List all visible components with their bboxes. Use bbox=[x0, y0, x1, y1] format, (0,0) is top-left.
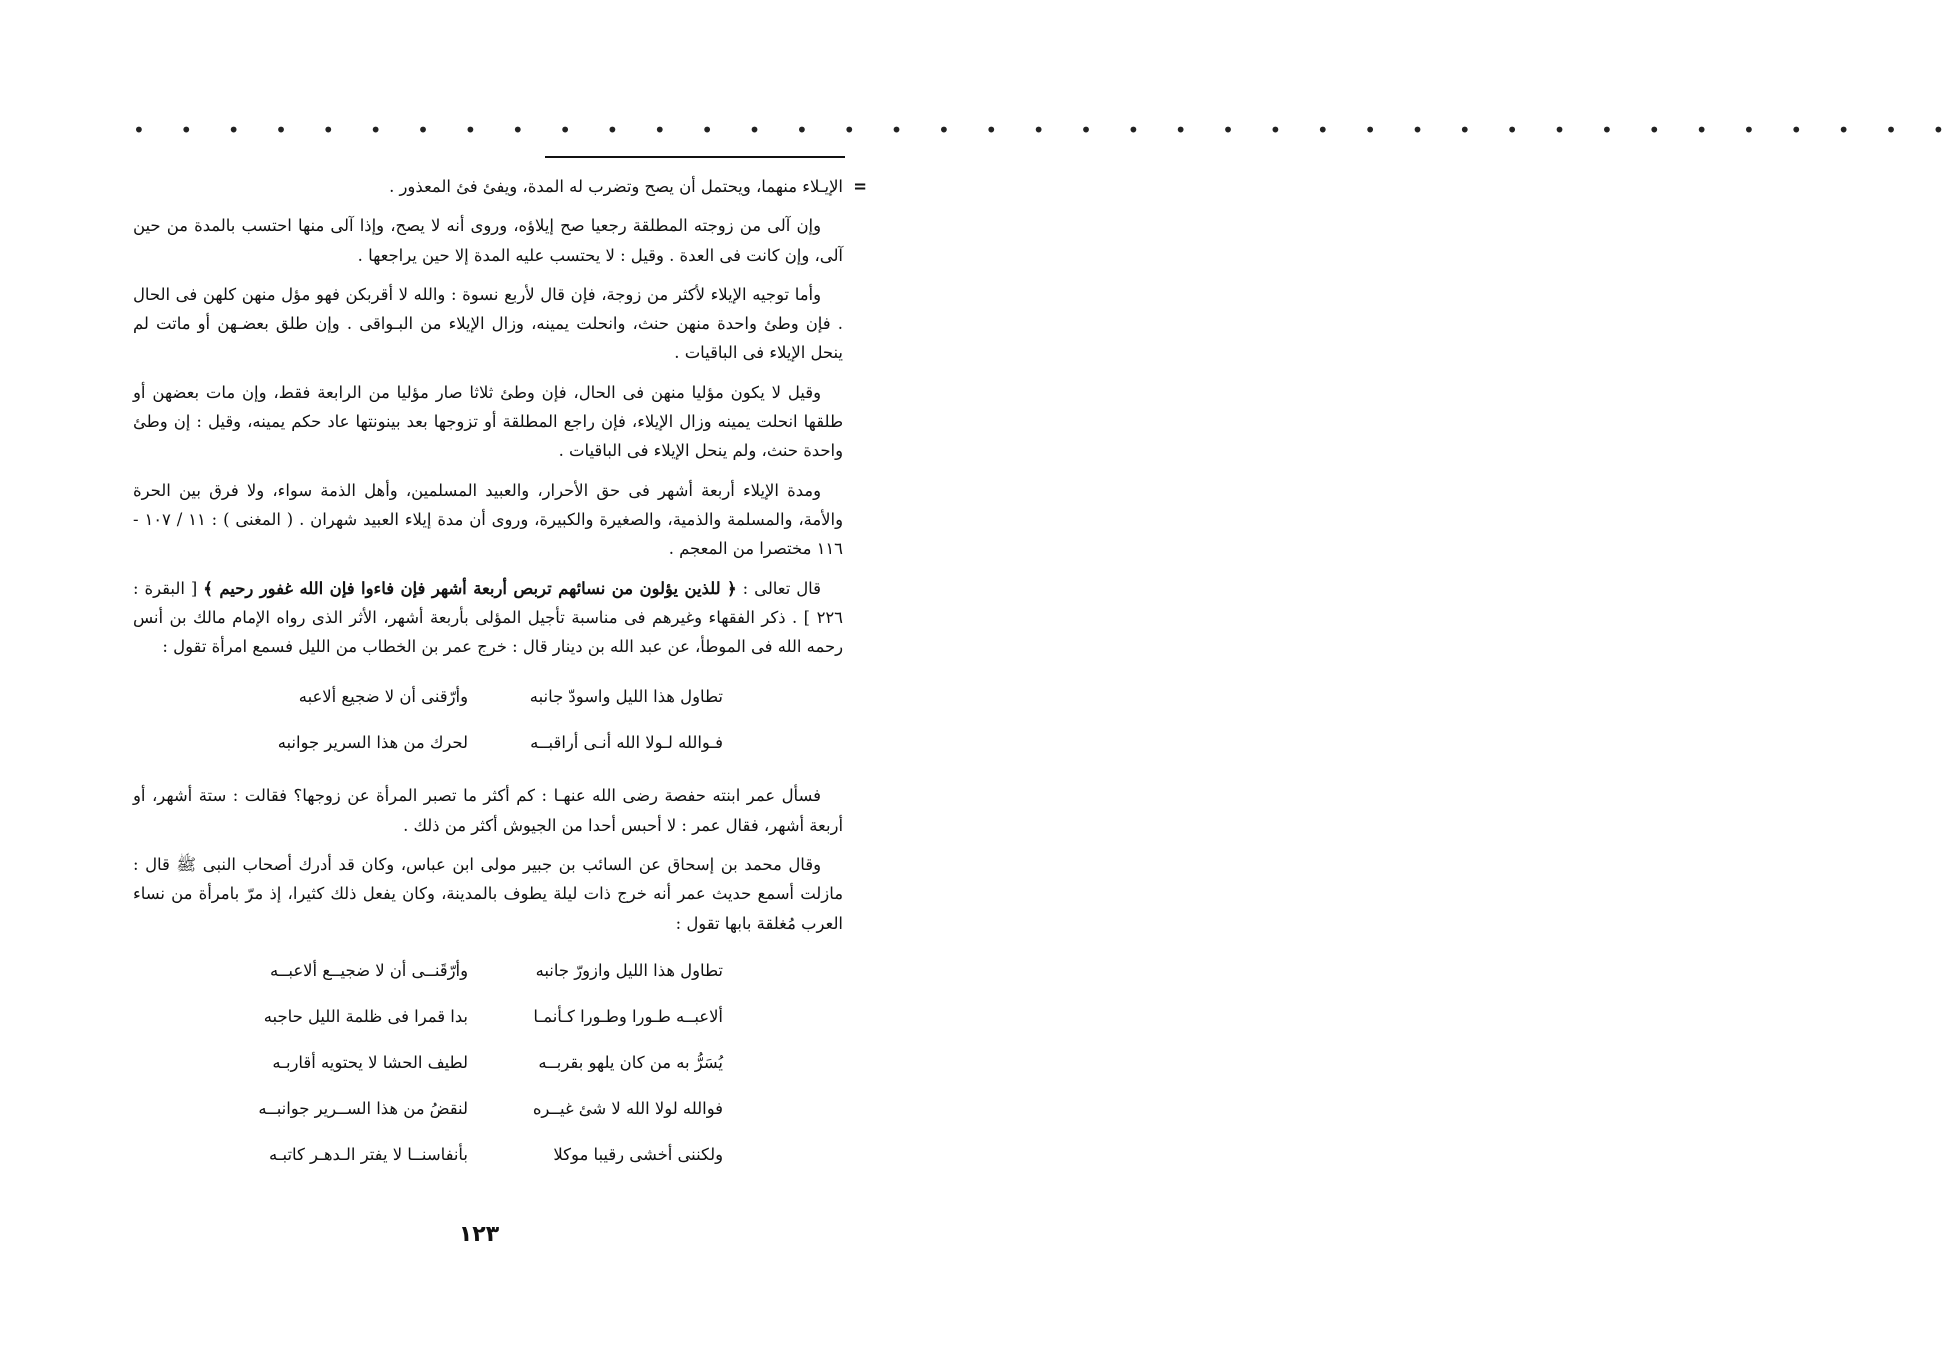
poem-1-line bbox=[253, 719, 723, 765]
hemistich-right: ألاعبــه طـورا وطـورا كـأنمـا bbox=[533, 1007, 723, 1027]
poem-2-line bbox=[253, 1086, 723, 1132]
paragraph-5: ومدة الإيلاء أربعة أشهر فى حق الأحرار، والعبيد المسلمين، وأهل الذمة سواء، ولا فرق بين الحرة والأمة، والمسلمة والذمية، والصغيرة والكبيرة، وروى أن مدة إيلاء العبيد شهران . ( المغنى ) : ١١ / ١٠٧ - ١١٦ مختصرا من المعجم . bbox=[133, 480, 843, 559]
paragraph-4: وقيل لا يكون مؤليا منهن فى الحال، فإن وطئ ثلاثا صار مؤليا من الرابعة فقط، وإن مات بعضهن أو طلقها انحلت يمينه وزال الإيلاء، فإن راجع المطلقة أو تزوجها بعد بينونتها عاد حكم يمينه، وقيل : إن وطئ واحدة حنث، ولم ينحل الإيلاء فى الباقيات . bbox=[133, 382, 843, 461]
footnote-rule bbox=[545, 156, 845, 158]
footnote-body bbox=[133, 172, 867, 1194]
page-number: ١٢٣ bbox=[458, 1222, 500, 1247]
hemistich-left: بأنفاسنــا لا يفتر الـدهـر كاتبـه bbox=[268, 1145, 468, 1165]
poem-2-line bbox=[253, 994, 723, 1040]
hemistich-left: بدا قمرا فى ظلمة الليل حاجبه bbox=[263, 1007, 468, 1027]
hemistich-right: ولكننى أخشى رقيبا موكلا bbox=[553, 1145, 723, 1165]
hemistich-left: لنقضُ من هذا الســرير جوانبــه bbox=[258, 1099, 468, 1119]
poem-1 bbox=[253, 673, 723, 765]
continuation-mark: = bbox=[853, 177, 867, 196]
paragraph-before-poem-2: وقال محمد بن إسحاق عن السائب بن جبير مولى ابن عباس، وكان قد أدرك أصحاب النبى ﷺ قال : مازلت أسمع حديث عمر أنه خرج ذات ليلة يطوف بالمدينة، وكان يفعل ذلك كثيرا، إذ مرّ بامرأة من نساء العرب مُغلقة بابها تقول : bbox=[133, 855, 843, 933]
quran-verse: ﴿ للذين يؤلون من نسائهم تربص أربعة أشهر فإن فاءوا فإن الله غفور رحيم ﴾ bbox=[203, 578, 737, 598]
poem-2 bbox=[253, 948, 723, 1178]
hemistich-right: فوالله لولا الله لا شئ غيــره bbox=[532, 1099, 723, 1119]
paragraph-2: وإن آلى من زوجته المطلقة رجعيا صح إيلاؤه، وروى أنه لا يصح، وإذا آلى منها احتسب بالمدة من حين آلى، وإن كانت فى العدة . وقيل : لا يحتسب عليه المدة إلا حين يراجعها . bbox=[133, 216, 843, 265]
hemistich-right: يُسَرُّ به من كان يلهو بقربــه bbox=[538, 1053, 723, 1073]
hemistich-left: وأرّقَنــى أن لا ضجيــع ألاعبــه bbox=[269, 961, 468, 981]
quran-paragraph bbox=[133, 574, 843, 662]
quran-intro: قال تعالى : bbox=[742, 578, 821, 598]
hemistich-right: فـوالله لـولا الله أنـى أراقبــه bbox=[530, 732, 723, 752]
poem-2-line bbox=[253, 1040, 723, 1086]
hemistich-right: تطاول هذا الليل وازورّ جانبه bbox=[535, 961, 723, 981]
paragraph-1 bbox=[133, 172, 867, 201]
hemistich-right: تطاول هذا الليل واسودّ جانبه bbox=[529, 686, 723, 706]
separator-dots: • • • • • • • • • • • • • • • • • • • • • • • • • • • • • • • • • • • • • • • bbox=[133, 118, 1959, 142]
hemistich-left: لطيف الحشا لا يحتويه أقاربـه bbox=[272, 1053, 468, 1073]
poem-1-line bbox=[253, 673, 723, 719]
quran-commentary: [ البقرة : ٢٢٦ ] . ذكر الفقهاء وغيرهم فى مناسبة تأجيل المؤلى بأربعة أشهر، الأثر الذى رواه الإمام مالك بن أنس رحمه الله فى الموطأ، عن عبد الله بن دينار قال : خرج عمر بن الخطاب من الليل فسمع امرأة تقول : bbox=[133, 578, 843, 657]
hemistich-left: وأرّقنى أن لا ضجيع ألاعبه bbox=[298, 686, 468, 706]
paragraph-1-text: الإيـلاء منهما، ويحتمل أن يصح وتضرب له المدة، ويفئ فئ المعذور . bbox=[389, 177, 843, 196]
paragraph-3: وأما توجيه الإيلاء لأكثر من زوجة، فإن قال لأربع نسوة : والله لا أقربكن فهو مؤل منهن كلهن فى الحال . فإن وطئ واحدة منهن حنث، وانحلت يمينه، وزال الإيلاء من البـواقى . وإن طلق بعضـهن أو ماتت لم ينحل الإيلاء فى الباقيات . bbox=[133, 284, 843, 363]
poem-2-line bbox=[253, 1132, 723, 1178]
paragraph-after-poem-1: فسأل عمر ابنته حفصة رضى الله عنهـا : كم أكثر ما تصبر المرأة عن زوجها؟ فقالت : ستة أشهر، أو أربعة أشهر، فقال عمر : لا أحبس أحدا من الجيوش أكثر من ذلك . bbox=[133, 786, 843, 835]
hemistich-left: لحرك من هذا السرير جوانبه bbox=[277, 732, 468, 752]
poem-2-line bbox=[253, 948, 723, 994]
